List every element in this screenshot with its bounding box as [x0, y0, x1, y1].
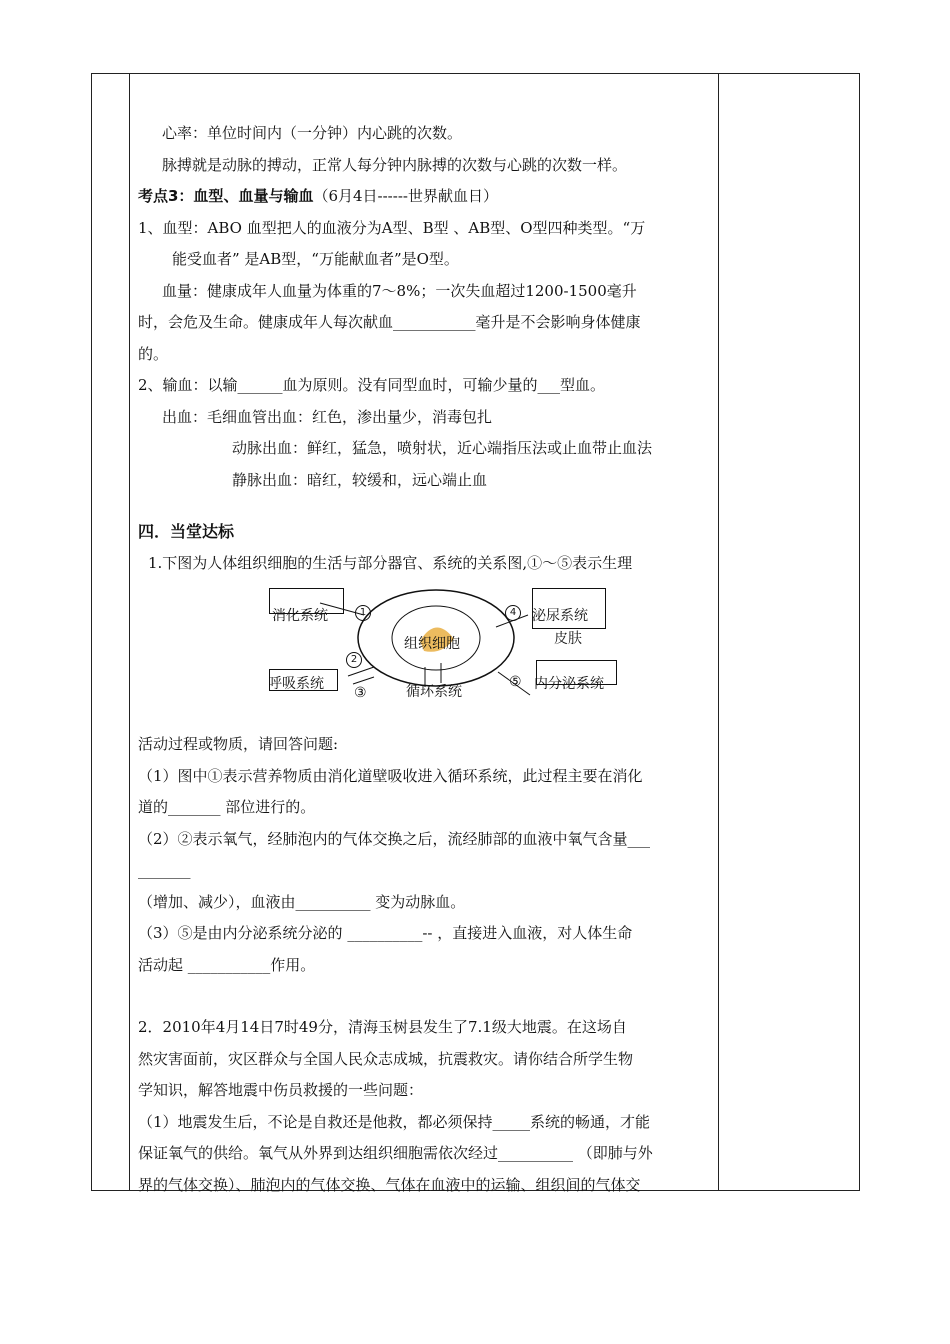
marker-3: ③	[354, 685, 367, 701]
q1-part2-line3: （增加、减少），血液由__________ 变为动脉血。	[138, 892, 466, 911]
q2-line4: （1）地震发生后，不论是自救还是他救，都必须保持_____系统的畅通，才能	[138, 1112, 651, 1131]
blood-volume-line-1: 血量：健康成年人血量为体重的7～8%；一次失血超过1200-1500毫升	[162, 281, 637, 300]
q1-part1-line2: 道的_______ 部位进行的。	[138, 798, 316, 816]
q1-intro: 1.下图为人体组织细胞的生活与部分器官、系统的关系图,①～⑤表示生理	[148, 553, 633, 572]
kaodian3-note: （6月4日------世界献血日）	[313, 187, 498, 205]
bloodtype-line-2: 能受血者” 是AB型，“万能献血者”是O型。	[172, 250, 459, 268]
transfusion-line-1: 2、输血：以输______血为原则。没有同型血时，可输少量的___型血。	[138, 376, 606, 394]
blood-volume-line-3: 的。	[138, 344, 169, 363]
heart-rate-line: 心率：单位时间内（一分钟）内心跳的次数。	[162, 124, 463, 142]
q1-part2-line2: _______	[138, 861, 191, 879]
marker-5: ⑤	[509, 674, 522, 690]
relationship-diagram	[138, 579, 718, 729]
kaodian3-title: 考点3：血型、血量与输血	[138, 187, 314, 205]
diagram-lines	[138, 579, 718, 729]
blood-volume-line-2: 时，会危及生命。健康成年人每次献血___________毫升是不会影响身体健康	[138, 313, 641, 331]
endocrine-label: 内分泌系统	[534, 676, 604, 692]
q1-part1-line1: （1）图中①表示营养物质由消化道壁吸收进入循环系统，此过程主要在消化	[138, 766, 643, 785]
q2-line2: 然灾害面前，灾区群众与全国人民众志成城，抗震救灾。请你结合所学生物	[138, 1049, 634, 1068]
q2-line1: 2．2010年4月14日7时49分，清海玉树县发生了7.1级大地震。在这场自	[138, 1018, 627, 1036]
bleeding-capillary: 出血：毛细血管出血：红色，渗出量少，消毒包扎	[162, 407, 493, 426]
table-divider-right	[718, 73, 719, 1191]
bleeding-vein: 静脉出血：暗红，较缓和，远心端止血	[232, 470, 488, 489]
skin-label: 皮肤	[554, 631, 582, 647]
circulatory-label: 循环系统	[406, 684, 462, 700]
digestive-label: 消化系统	[272, 608, 328, 624]
q2-line3: 学知识，解答地震中伤员救援的一些问题：	[138, 1081, 424, 1099]
bloodtype-line-1: 1、血型：ABO 血型把人的血液分为A型、B型 、AB型、O型四种类型。“万	[138, 218, 646, 237]
marker-2: 2	[346, 652, 362, 668]
q1-part3-line1: （3）⑤是由内分泌系统分泌的 __________-- ，直接进入血液，对人体生命	[138, 924, 633, 942]
table-divider-left	[129, 73, 130, 1191]
marker-1: 1	[355, 605, 371, 621]
bleeding-artery: 动脉出血：鲜红，猛急，喷射状，近心端指压法或止血带止血法	[232, 439, 653, 457]
q1-after: 活动过程或物质，请回答问题:	[138, 735, 339, 753]
q1-part2-line1: （2）②表示氧气，经肺泡内的气体交换之后，流经肺部的血液中氧气含量___	[138, 829, 651, 848]
q2-line5: 保证氧气的供给。氧气从外界到达组织细胞需依次经过__________ （即肺与外	[138, 1144, 653, 1162]
q1-part3-line2: 活动起 ___________作用。	[138, 955, 316, 974]
section-title: 四．当堂达标	[138, 522, 235, 541]
content-cell	[138, 118, 718, 1201]
cell-label: 组织细胞	[404, 636, 460, 652]
respiratory-label: 呼吸系统	[268, 676, 324, 692]
marker-4: 4	[505, 605, 521, 621]
q2-line6: 界的气体交换）、肺泡内的气体交换、气体在血液中的运输、组织间的气体交	[138, 1175, 641, 1194]
pulse-line: 脉搏就是动脉的搏动，正常人每分钟内脉搏的次数与心跳的次数一样。	[162, 155, 628, 174]
urinary-label: 泌尿系统	[532, 608, 588, 624]
kaodian3-heading	[138, 181, 718, 213]
